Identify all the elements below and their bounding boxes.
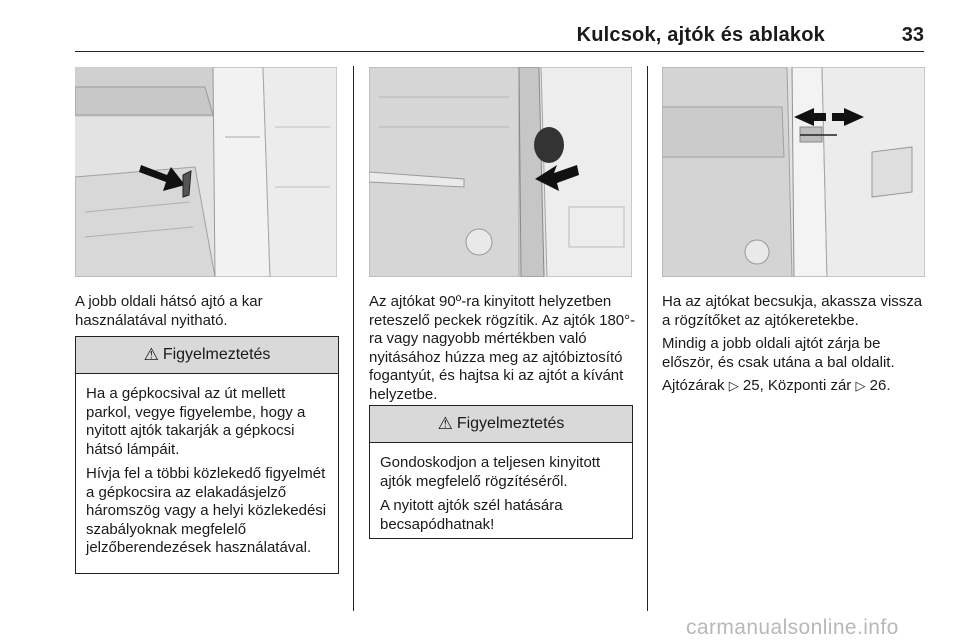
col3-references <box>662 377 932 396</box>
col2-warning-paragraph-1: Gondoskodjon a teljesen kinyitott ajtók megfelelő rögzítéséről. <box>380 454 601 490</box>
ref-lead-text: Ajtózárak <box>662 377 725 394</box>
watermark: carmanualsonline.info <box>686 616 899 639</box>
col2-warning-body <box>370 443 632 544</box>
page-title: Kulcsok, ajtók és ablakok <box>576 24 825 46</box>
reference-triangle-icon: ▷ <box>855 378 866 393</box>
reference-triangle-icon: ▷ <box>728 378 739 393</box>
col1-warning-paragraph-2: Hívja fel a többi közlekedő figyelmét a gépkocsira az elakadásjelző háromszög vagy a helyi közlekedési szabályoknak megfelelő jelzőberendezések használatával. <box>86 465 327 556</box>
col1-warning-header <box>76 337 338 374</box>
figure-door-release-arrows <box>662 67 925 277</box>
ref-end-text: . <box>886 377 891 394</box>
door-retainer-illustration <box>369 67 632 277</box>
ref1-page[interactable]: 25 <box>742 377 760 394</box>
column-divider-1 <box>353 66 354 611</box>
col2-warning-paragraph-2: A nyitott ajtók szél hatására becsapódhatnak! <box>380 497 563 533</box>
col2-warning-title: Figyelmeztetés <box>456 414 565 432</box>
page-number: 33 <box>901 24 924 46</box>
figure-door-retainer <box>369 67 632 277</box>
header-rule <box>75 51 924 52</box>
figure-rear-door-lever <box>75 67 337 277</box>
ref-separator-text: , Központi zár <box>759 377 852 394</box>
warning-triangle-icon: ⚠ <box>143 344 159 364</box>
door-release-illustration <box>662 67 925 277</box>
col1-warning-paragraph-1: Ha a gépkocsival az út mellett parkol, vegye figyelembe, hogy a nyitott ajtók takarják a gépkocsi hátsó lámpáit. <box>86 385 306 458</box>
column-divider-2 <box>647 66 648 611</box>
col2-paragraph-1: Az ajtókat 90º-ra kinyitott helyzetben reteszelő peckek rögzítik. Az ajtók 180°-ra vagy nagyobb mértékben való nyitásához húzza meg az ajtóbiztosító fogantyút, és hajtsa ki az ajtót a kívánt helyzetbe. <box>369 293 636 403</box>
warning-triangle-icon: ⚠ <box>437 413 453 433</box>
col1-warning-title: Figyelmeztetés <box>162 345 271 363</box>
rear-door-lever-illustration <box>75 67 337 277</box>
col2-warning-box <box>369 405 633 539</box>
col3-paragraph-1: Ha az ajtókat becsukja, akassza vissza a rögzítőket az ajtókeretekbe. <box>662 293 923 329</box>
col2-warning-header <box>370 406 632 443</box>
col1-warning-box <box>75 336 339 574</box>
col1-paragraph-1: A jobb oldali hátsó ajtó a kar használatával nyitható. <box>75 293 263 329</box>
col1-warning-body <box>76 374 338 568</box>
ref2-page[interactable]: 26 <box>869 377 887 394</box>
col3-paragraph-2: Mindig a jobb oldali ajtót zárja be először, és csak utána a bal oldalit. <box>662 335 895 371</box>
